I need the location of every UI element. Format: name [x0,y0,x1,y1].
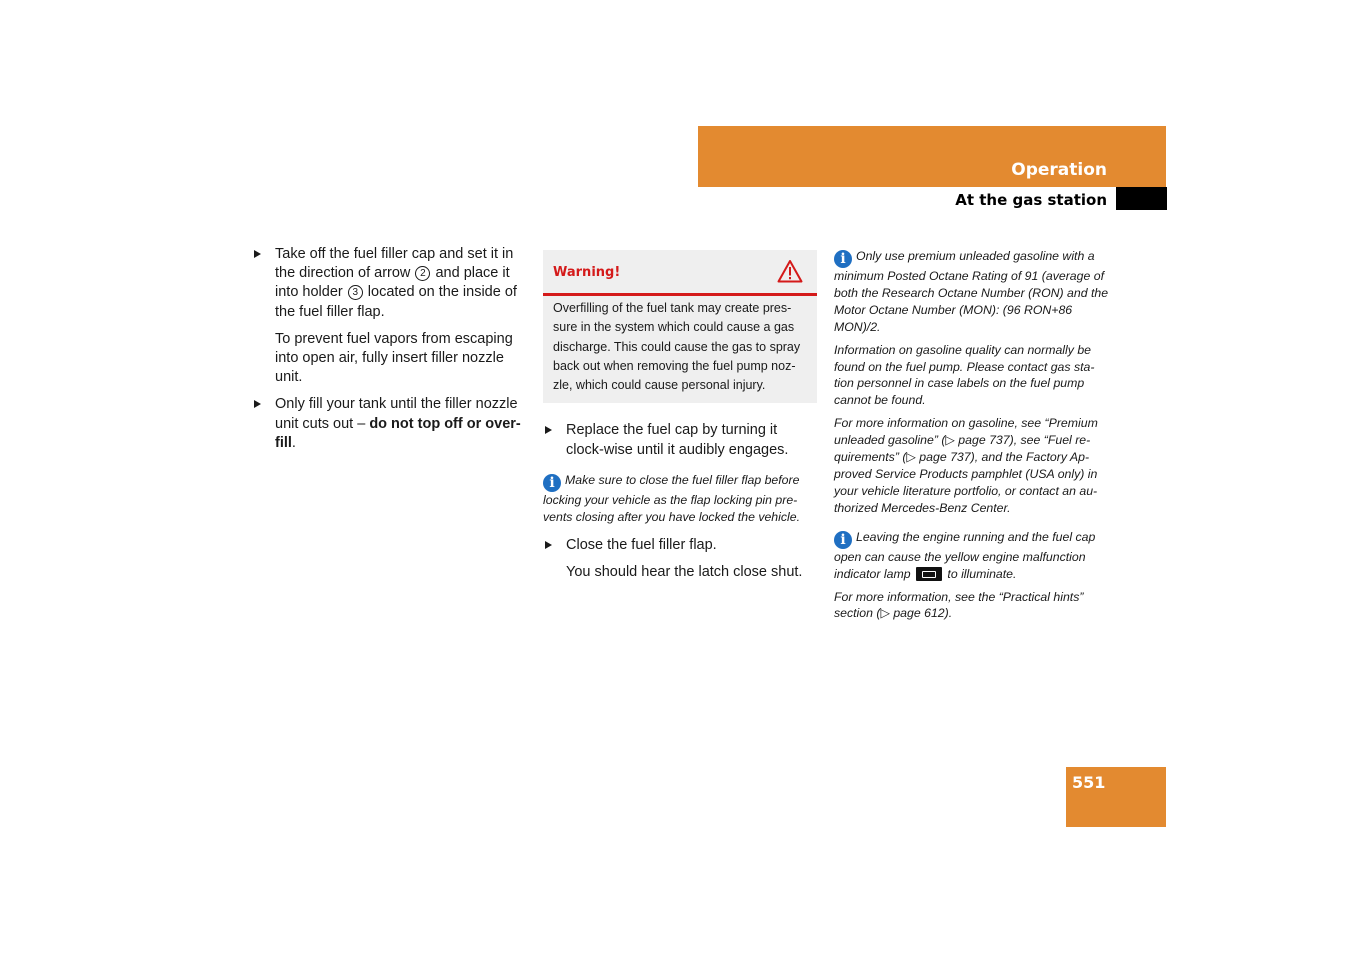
info-note-engine [834,529,1110,583]
column-left [252,245,530,461]
step-text: . [291,434,296,451]
column-right [834,248,1110,628]
section-title: Operation [1011,160,1107,180]
info-text: Leaving the engine running and the fuel cap open can cause the yellow engine malfunction indicator lamp [834,529,1096,581]
page-number: 551 [1072,773,1106,792]
step-text: located on the inside of the fuel filler flap. [275,284,517,320]
info-icon: i [834,531,852,549]
paragraph-latch: You should hear the latch close shut. [566,563,803,580]
info-note-flap [543,472,817,526]
info-note-gasoline [834,248,1110,336]
step-close-flap [543,536,817,555]
info-icon: i [834,250,852,268]
warning-triangle-icon [777,259,803,283]
emphasis-text: do not top off or over-fill [275,415,521,451]
step-text: and place it into holder [275,265,510,301]
warning-header [543,250,817,296]
step-text: Only fill your tank until the filler nozzle unit cuts out – [275,396,518,432]
bullet-arrow-icon [254,400,261,408]
step-text: Take off the fuel filler cap and set it in the direction of arrow [275,246,514,282]
paragraph-gas-quality: Information on gasoline quality can normally be found on the fuel pump. Please contact gas sta-tion personnel in case labels on the fuel pump cannot be found. [834,342,1095,408]
step-text: Close the fuel filler flap. [566,536,717,553]
bullet-arrow-icon [545,426,552,434]
step-remove-cap [252,245,530,322]
warning-body: Overfilling of the fuel tank may create pres-sure in the system which could cause a gas discharge. This could cause the gas to spray back out when removing the fuel pump noz-zle, which could cause personal injury. [553,301,801,393]
callout-marker: 2 [415,266,430,281]
info-text: Only use premium unleaded gasoline with a minimum Posted Octane Rating of 91 (average of both the Research Octane Number (RON) and the Motor Octane Number (MON): (96 RON+86 MON)/2. [834,249,1109,334]
paragraph-vapors: To prevent fuel vapors from escaping into open air, fully insert filler nozzle unit. [275,330,513,386]
section-tab [1116,187,1167,210]
column-middle [543,250,817,590]
bullet-arrow-icon [545,541,552,549]
paragraph-practical-hints: For more information, see the “Practical hints” section (▷ page 612). [834,589,1084,621]
step-fill-tank [252,395,530,453]
step-text: Replace the fuel cap by turning it clock-wise until it audibly engages. [566,422,789,458]
warning-title: Warning! [553,265,621,280]
subsection-title: At the gas station [955,191,1107,209]
callout-marker: 3 [348,285,363,300]
bullet-arrow-icon [254,250,261,258]
info-text: Make sure to close the fuel filler flap before locking your vehicle as the flap locking pin pre-vents closing after you have locked the vehicle. [543,472,801,524]
step-replace-cap [543,421,817,459]
engine-malfunction-lamp-icon [916,567,942,581]
info-text: to illuminate. [947,566,1017,581]
paragraph-more-info: For more information on gasoline, see “Premium unleaded gasoline” (▷ page 737), see “Fuel re-quirements” (▷ page 737), and the Factory Ap-proved Service Products pamphlet (USA only) in your vehicle literature portfolio, or contact an au-thorized Mercedes-Benz Center. [834,416,1098,515]
info-icon: i [543,474,561,492]
warning-box [543,250,817,403]
